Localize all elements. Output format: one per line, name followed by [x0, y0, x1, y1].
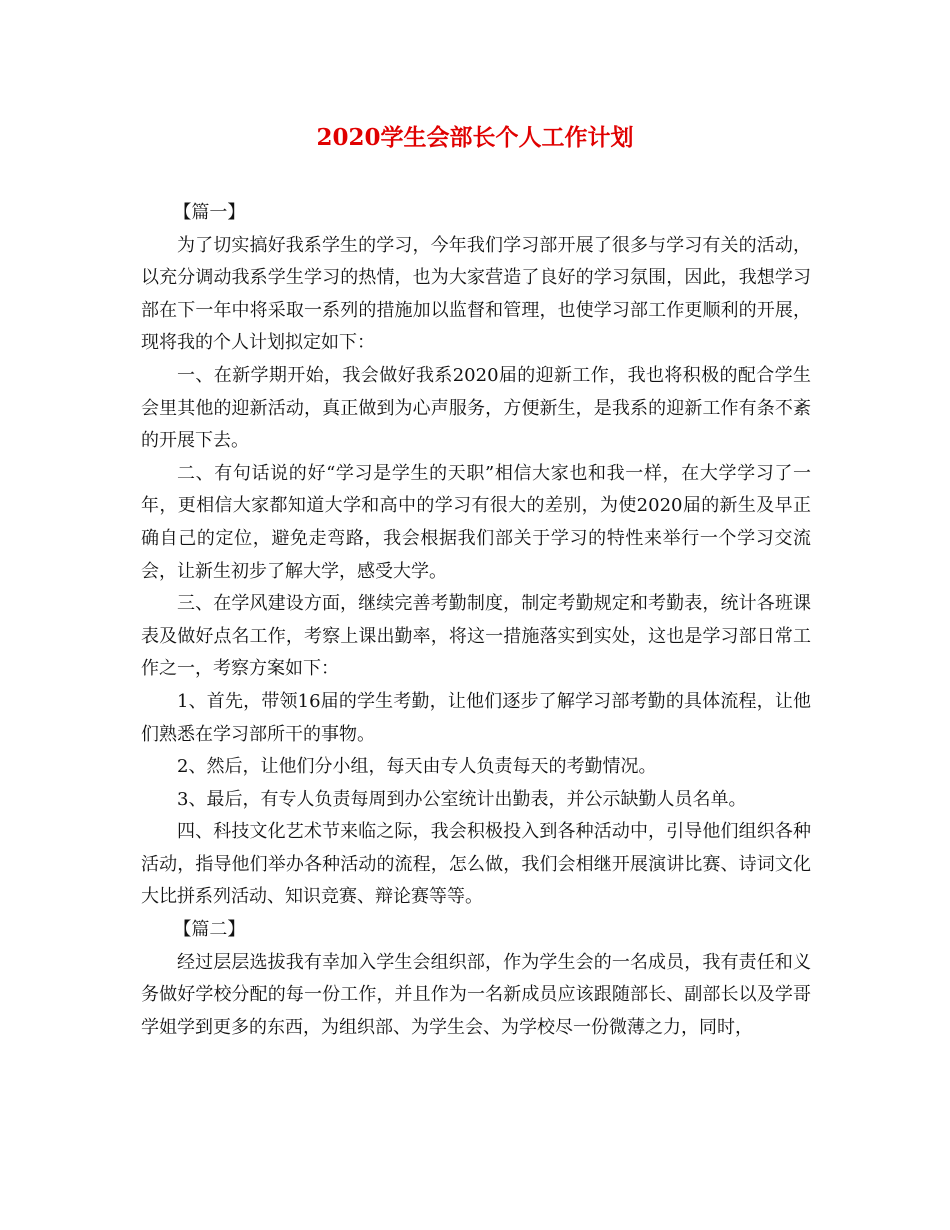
paragraph-subitem-3: 3、最后，有专人负责每周到办公室统计出勤表，并公示缺勤人员名单。 — [177, 788, 747, 810]
paragraph-item-4: 四、科技文化艺术节来临之际，我会积极投入到各种活动中，引导他们组织各种活动，指导他们举办各种活动的流程，怎么做，我们会相继开展演讲比赛、诗词文化大比拼系列活动、知识竞赛、辩论赛等等。 — [141, 821, 811, 908]
paragraph-section-2: 经过层层选拔我有幸加入学生会组织部，作为学生会的一名成员，我有责任和义务做好学校分配的每一份工作，并且作为一名新成员应该跟随部长、副部长以及学哥学姐学到更多的东西，为组织部、为学生会、为学校尽一份微薄之力，同时， — [141, 951, 811, 1038]
paragraph-item-2: 二、有句话说的好“学习是学生的天职”相信大家也和我一样，在大学学习了一年，更相信大家都知道大学和高中的学习有很大的差别，为使2020届的新生及早正确自己的定位，避免走弯路，我会根据我们部关于学习的特性来举行一个学习交流会，让新生初步了解大学，感受大学。 — [141, 462, 811, 582]
section-heading-1: 【篇一】 — [173, 202, 246, 223]
paragraph-item-1: 一、在新学期开始，我会做好我系2020届的迎新工作，我也将积极的配合学生会里其他的迎新活动，真正做到为心声服务，方便新生，是我系的迎新工作有条不紊的开展下去。 — [141, 364, 811, 452]
document-title: 2020学生会部长个人工作计划 — [316, 124, 634, 151]
paragraph-subitem-1: 1、首先，带领16届的学生考勤，让他们逐步了解学习部考勤的具体流程，让他们熟悉在学习部所干的事物。 — [141, 690, 811, 745]
section-heading-2: 【篇二】 — [173, 919, 246, 941]
document-body — [141, 197, 811, 1044]
paragraph-intro: 为了切实搞好我系学生的学习，今年我们学习部开展了很多与学习有关的活动，以充分调动我系学生学习的热情，也为大家营造了良好的学习氛围，因此，我想学习部在下一年中将采取一系列的措施加以监督和管理，也使学习部工作更顺利的开展，现将我的个人计划拟定如下： — [141, 234, 811, 354]
paragraph-item-3: 三、在学风建设方面，继续完善考勤制度，制定考勤规定和考勤表，统计各班课表及做好点名工作，考察上课出勤率，将这一措施落实到实处，这也是学习部日常工作之一，考察方案如下： — [141, 593, 811, 680]
paragraph-subitem-2: 2、然后，让他们分小组，每天由专人负责每天的考勤情况。 — [177, 756, 657, 778]
